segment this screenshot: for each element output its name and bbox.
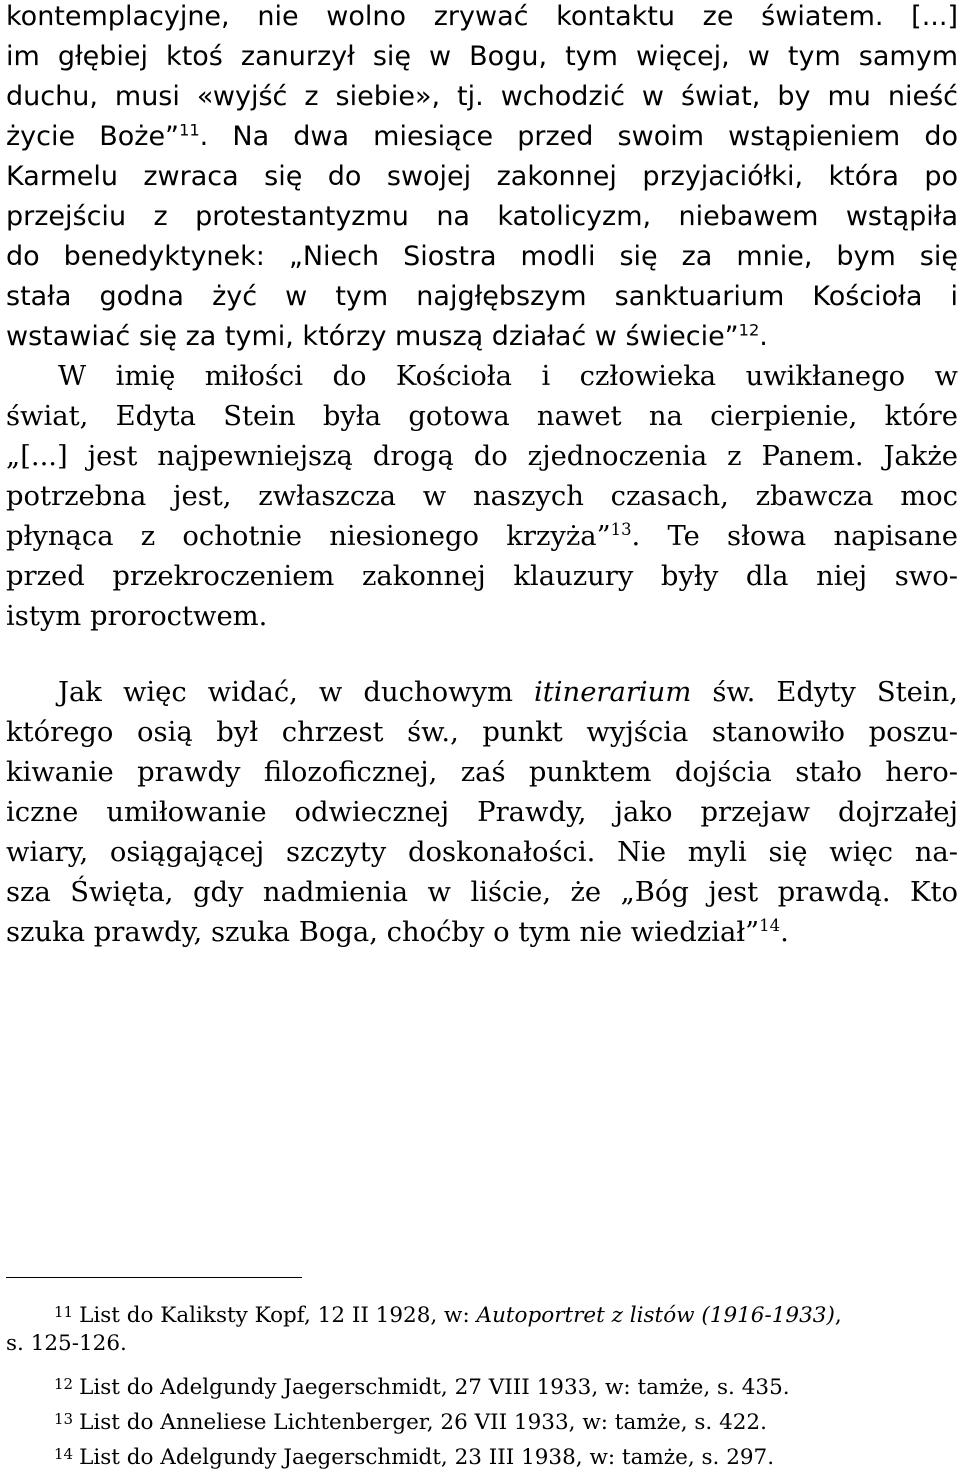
p1-line-6: przejściu z protestantyzmu na katolicyzm, niebawem wstąpiła [6, 201, 958, 232]
footnote-text-a: List do Kaliksty Kopf, 12 II 1928, w: [79, 1303, 477, 1328]
p3-line-1 [6, 673, 958, 713]
p3-line-1-text-b: św. Edyty Stein, [691, 677, 958, 708]
p1-line-7: do benedyktynek: „Niech Siostra modli się za mnie, bym się [6, 241, 958, 272]
p2-line-3: „[...] jest najpewniejszą drogą do zjednoczenia z Panem. Jakże [6, 441, 958, 472]
footnote-ref-11: 11 [179, 120, 200, 140]
footnote-number: 14 [54, 1445, 74, 1463]
p3-line-3: kiwanie prawdy filozoficznej, zaś punktem dojścia stało hero- [6, 757, 958, 788]
p1-line-5: Karmelu zwraca się do swojej zakonnej przyjaciółki, która po [6, 161, 958, 192]
p3-line-2: którego osią był chrzest św., punkt wyjścia stanowiło poszu- [6, 717, 958, 748]
p3-line-7-text-b: . [780, 917, 789, 948]
footnote-ref-14: 14 [759, 916, 781, 936]
p3-line-4: iczne umiłowanie odwiecznej Prawdy, jako przejaw dojrzałej [6, 797, 958, 828]
footnote-14 [54, 1439, 774, 1473]
p3-line-7 [6, 913, 958, 953]
p2-line-5-text-a: płynąca z ochotnie niesionego krzyża” [6, 521, 611, 552]
p1-line-4-text-b: . Na dwa miesiące przed swoim wstąpieniem do [199, 121, 958, 152]
p1-line-9-text-b: . [759, 321, 768, 352]
p3-line-7-text-a: szuka prawdy, szuka Boga, choćby o tym nie wiedział” [6, 917, 760, 948]
p2-line-2: świat, Edyta Stein była gotowa nawet na cierpienie, które [6, 401, 958, 432]
footnote-number: 11 [54, 1303, 74, 1321]
p2-line-6: przed przekroczeniem zakonnej klauzury były dla niej swo- [6, 561, 958, 592]
footnote-text: List do Anneliese Lichtenberger, 26 VII 1933, w: tamże, s. 422. [79, 1410, 767, 1435]
footnote-number: 13 [54, 1410, 74, 1428]
p2-line-1: W imię miłości do Kościoła i człowieka uwikłanego w [58, 361, 958, 392]
footnote-11 [54, 1297, 958, 1331]
p1-line-9-text-a: wstawiać się za tymi, którzy muszą działać w świecie” [6, 321, 739, 352]
p2-line-5-text-b: . Te słowa napisane [631, 521, 958, 552]
footnote-11-continuation: s. 125-126. [6, 1331, 127, 1356]
p1-line-1: kontemplacyjne, nie wolno zrywać kontaktu ze światem. [...] [6, 1, 958, 32]
footnote-number: 12 [54, 1375, 74, 1393]
p1-line-9 [6, 317, 958, 357]
footnote-13 [54, 1404, 767, 1438]
p1-line-8: stała godna żyć w tym najgłębszym sanktuarium Kościoła i [6, 281, 958, 312]
p1-line-3: duchu, musi «wyjść z siebie», tj. wchodzić w świat, by mu nieść [6, 81, 958, 112]
footnote-separator [6, 1277, 302, 1278]
footnote-text: List do Adelgundy Jaegerschmidt, 23 III 1938, w: tamże, s. 297. [79, 1445, 775, 1470]
p3-line-1-italic: itinerarium [534, 677, 692, 708]
footnote-text-b: , [834, 1303, 842, 1328]
p2-line-5 [6, 517, 958, 557]
footnote-text: List do Adelgundy Jaegerschmidt, 27 VIII 1933, w: tamże, s. 435. [79, 1375, 790, 1400]
p3-line-6: sza Święta, gdy nadmienia w liście, że „Bóg jest prawdą. Kto [6, 877, 958, 908]
footnote-italic-title: Autoportret z listów (1916-1933) [476, 1303, 835, 1328]
p2-line-7: istym proroctwem. [6, 601, 268, 632]
footnote-ref-13: 13 [610, 520, 632, 540]
p2-line-4: potrzebna jest, zwłaszcza w naszych czasach, zbawcza moc [6, 481, 958, 512]
footnote-12 [54, 1369, 790, 1403]
p1-line-2: im głębiej ktoś zanurzył się w Bogu, tym więcej, w tym samym [6, 41, 958, 72]
p3-line-1-text-a: Jak więc widać, w duchowym [58, 677, 535, 708]
p1-line-4 [6, 117, 958, 157]
footnote-ref-12: 12 [738, 320, 760, 340]
p3-line-5: wiary, osiągającej szczyty doskonałości. Nie myli się więc na- [6, 837, 958, 868]
p1-line-4-text-a: życie Boże” [6, 121, 180, 152]
